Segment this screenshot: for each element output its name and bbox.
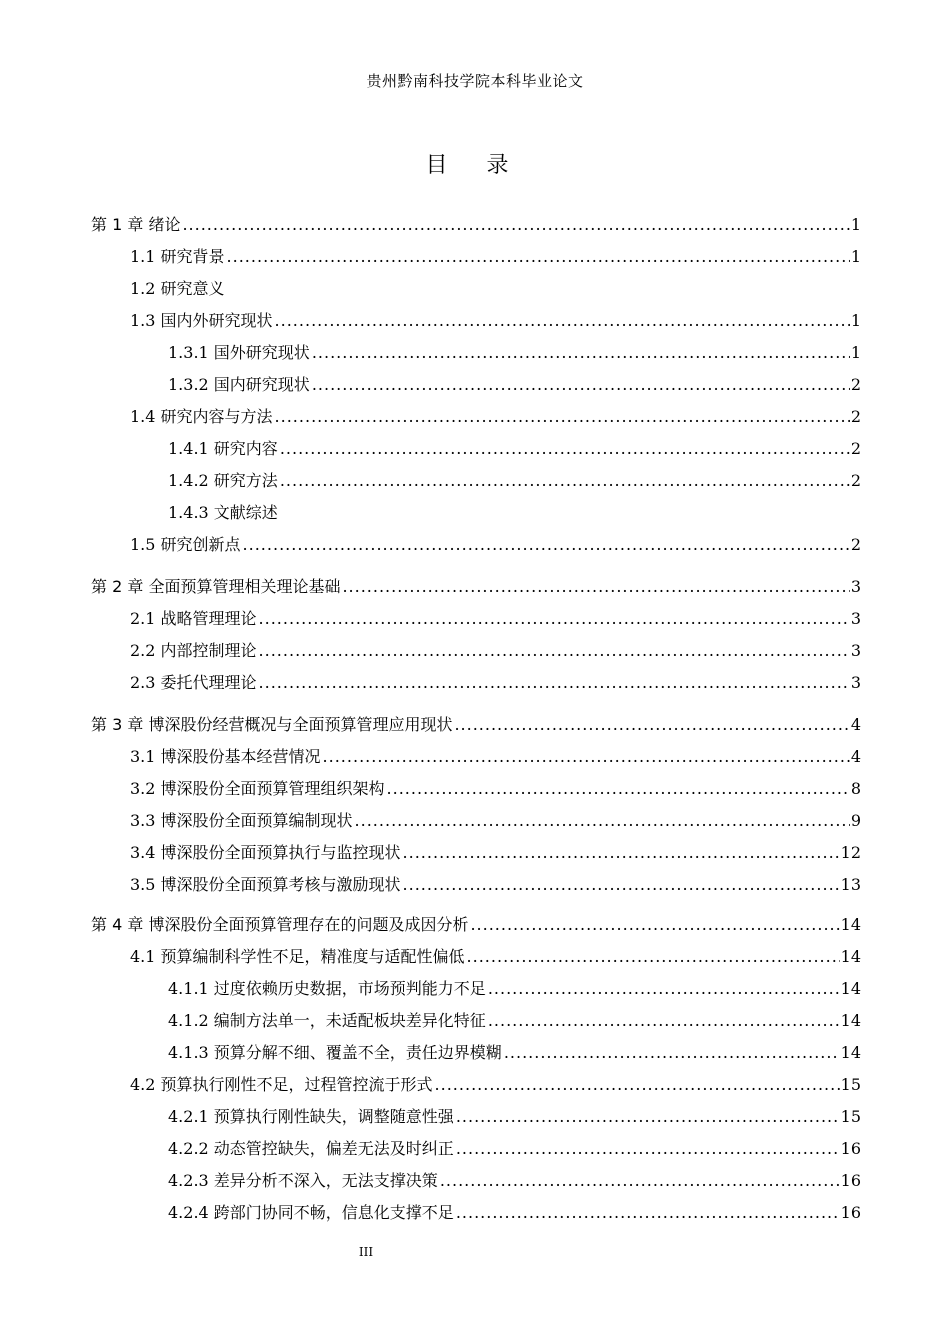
toc-entry[interactable] bbox=[130, 778, 861, 800]
toc-leader-dots bbox=[323, 746, 850, 768]
toc-page-number: 2 bbox=[850, 407, 861, 426]
toc-entry[interactable] bbox=[130, 672, 861, 694]
toc-entry[interactable] bbox=[130, 746, 861, 768]
toc-entry[interactable] bbox=[130, 278, 861, 300]
toc-entry[interactable] bbox=[168, 1170, 861, 1192]
toc-entry-title: 3.4 博深股份全面预算执行与监控现状 bbox=[130, 843, 401, 862]
toc-entry[interactable] bbox=[168, 438, 861, 460]
toc-page-number: 14 bbox=[840, 947, 861, 966]
toc-entry[interactable] bbox=[168, 502, 861, 524]
toc-entry[interactable] bbox=[130, 810, 861, 832]
toc-title: 目 录 bbox=[425, 153, 525, 178]
toc-page-number: 9 bbox=[850, 811, 861, 830]
toc-leader-dots bbox=[227, 246, 850, 268]
toc-leader-dots bbox=[454, 714, 849, 736]
toc-leader-dots bbox=[259, 608, 850, 630]
toc-entry[interactable] bbox=[168, 1202, 861, 1224]
toc-entry-title: 1.4.2 研究方法 bbox=[168, 471, 278, 490]
toc-leader-dots bbox=[488, 978, 840, 1000]
toc-leader-dots bbox=[467, 946, 840, 968]
toc-leader-dots bbox=[470, 914, 839, 936]
toc-chapter-entry[interactable] bbox=[91, 576, 861, 598]
toc-entry[interactable] bbox=[130, 1074, 861, 1096]
toc-entry[interactable] bbox=[168, 1010, 861, 1032]
toc-page-number: 13 bbox=[840, 875, 861, 894]
toc-leader-dots bbox=[182, 214, 849, 236]
toc-page-number: 15 bbox=[840, 1107, 861, 1126]
toc-page-number: 14 bbox=[840, 979, 861, 998]
toc-entry-title: 3.5 博深股份全面预算考核与激励现状 bbox=[130, 875, 401, 894]
toc-leader-dots bbox=[312, 342, 850, 364]
toc-page-number: 14 bbox=[840, 915, 861, 934]
toc-page-number: 2 bbox=[850, 439, 861, 458]
toc-leader-dots bbox=[504, 1042, 840, 1064]
toc-entry-title: 4.2.4 跨部门协同不畅，信息化支撑不足 bbox=[168, 1203, 454, 1222]
toc-page-number: 16 bbox=[840, 1171, 861, 1190]
toc-page-number: 1 bbox=[850, 247, 861, 266]
toc-leader-dots bbox=[312, 374, 850, 396]
toc-chapter-entry[interactable] bbox=[91, 214, 861, 236]
toc-leader-dots bbox=[456, 1202, 840, 1224]
toc-leader-dots bbox=[387, 778, 850, 800]
toc-page-number: 4 bbox=[850, 715, 861, 734]
toc-page-number: 16 bbox=[840, 1203, 861, 1222]
toc-entry[interactable] bbox=[130, 534, 861, 556]
toc-page-number: 3 bbox=[850, 641, 861, 660]
toc-entry-title: 2.3 委托代理理论 bbox=[130, 673, 257, 692]
toc-entry-title: 3.2 博深股份全面预算管理组织架构 bbox=[130, 779, 385, 798]
toc-entry-title: 4.2 预算执行刚性不足，过程管控流于形式 bbox=[130, 1075, 433, 1094]
toc-leader-dots bbox=[403, 842, 840, 864]
toc-leader-dots bbox=[440, 1170, 840, 1192]
toc-leader-dots bbox=[259, 672, 850, 694]
toc-entry-title: 1.3 国内外研究现状 bbox=[130, 311, 273, 330]
toc-chapter-entry[interactable] bbox=[91, 914, 861, 936]
toc-entry-title: 4.1.3 预算分解不细、覆盖不全，责任边界模糊 bbox=[168, 1043, 502, 1062]
toc-entry-title: 4.1.1 过度依赖历史数据，市场预判能力不足 bbox=[168, 979, 486, 998]
toc-entry[interactable] bbox=[168, 342, 861, 364]
toc-entry[interactable] bbox=[130, 946, 861, 968]
toc-entry[interactable] bbox=[168, 470, 861, 492]
toc-leader-dots bbox=[280, 470, 850, 492]
toc-entry[interactable] bbox=[168, 1138, 861, 1160]
toc-page-number: 1 bbox=[850, 215, 861, 234]
toc-leader-dots bbox=[456, 1106, 840, 1128]
toc-leader-dots bbox=[403, 874, 840, 896]
toc-entry-title: 1.3.2 国内研究现状 bbox=[168, 375, 310, 394]
toc-entry[interactable] bbox=[168, 1042, 861, 1064]
toc-page-number: 3 bbox=[850, 673, 861, 692]
toc-leader-dots bbox=[259, 640, 850, 662]
toc-entry-title: 1.1 研究背景 bbox=[130, 247, 225, 266]
toc-entry[interactable] bbox=[130, 406, 861, 428]
toc-entry-title: 3.3 博深股份全面预算编制现状 bbox=[130, 811, 353, 830]
toc-leader-dots bbox=[280, 438, 850, 460]
toc-entry-title: 1.4 研究内容与方法 bbox=[130, 407, 273, 426]
toc-page-number: 1 bbox=[850, 343, 861, 362]
toc-page-number: 3 bbox=[850, 577, 861, 596]
toc-entry-title: 第 3 章 博深股份经营概况与全面预算管理应用现状 bbox=[91, 715, 453, 734]
toc-page-number: 2 bbox=[850, 471, 861, 490]
toc-leader-dots bbox=[488, 1010, 840, 1032]
toc-leader-dots bbox=[355, 810, 850, 832]
toc-page-number: 14 bbox=[840, 1011, 861, 1030]
toc-entry-title: 2.1 战略管理理论 bbox=[130, 609, 257, 628]
toc-entry-title: 第 1 章 绪论 bbox=[91, 215, 181, 234]
page-header: 贵州黔南科技学院本科毕业论文 bbox=[366, 72, 584, 90]
toc-page-number: 2 bbox=[850, 375, 861, 394]
toc-leader-dots bbox=[243, 534, 850, 556]
toc-entry-title: 1.3.1 国外研究现状 bbox=[168, 343, 310, 362]
toc-chapter-entry[interactable] bbox=[91, 714, 861, 736]
toc-entry-title: 4.2.1 预算执行刚性缺失，调整随意性强 bbox=[168, 1107, 454, 1126]
toc-entry[interactable] bbox=[130, 608, 861, 630]
toc-entry-title: 3.1 博深股份基本经营情况 bbox=[130, 747, 321, 766]
toc-entry-title: 2.2 内部控制理论 bbox=[130, 641, 257, 660]
toc-entry-title: 第 2 章 全面预算管理相关理论基础 bbox=[91, 577, 341, 596]
toc-entry-title: 1.4.1 研究内容 bbox=[168, 439, 278, 458]
toc-entry[interactable] bbox=[168, 1106, 861, 1128]
toc-page-number: 2 bbox=[850, 535, 861, 554]
toc-leader-dots bbox=[342, 576, 849, 598]
toc-entry-title: 4.1 预算编制科学性不足，精准度与适配性偏低 bbox=[130, 947, 465, 966]
toc-entry[interactable] bbox=[168, 374, 861, 396]
toc-entry-title: 4.2.3 差异分析不深入，无法支撑决策 bbox=[168, 1171, 438, 1190]
toc-leader-dots bbox=[435, 1074, 840, 1096]
toc-leader-dots bbox=[275, 310, 850, 332]
toc-entry[interactable] bbox=[130, 874, 861, 896]
toc-page-number: 4 bbox=[850, 747, 861, 766]
toc-entry-title: 1.2 研究意义 bbox=[130, 279, 225, 298]
toc-entry-title: 1.5 研究创新点 bbox=[130, 535, 241, 554]
toc-page-number: 16 bbox=[840, 1139, 861, 1158]
toc-entry-title: 第 4 章 博深股份全面预算管理存在的问题及成因分析 bbox=[91, 915, 469, 934]
toc-page-number: 8 bbox=[850, 779, 861, 798]
toc-entry[interactable] bbox=[130, 842, 861, 864]
toc-entry[interactable] bbox=[130, 246, 861, 268]
toc-page-number: 15 bbox=[840, 1075, 861, 1094]
page-number: III bbox=[358, 1245, 374, 1259]
toc-leader-dots bbox=[456, 1138, 840, 1160]
toc-page-number: 14 bbox=[840, 1043, 861, 1062]
toc-leader-dots bbox=[275, 406, 850, 428]
toc-entry-title: 4.2.2 动态管控缺失，偏差无法及时纠正 bbox=[168, 1139, 454, 1158]
toc-entry[interactable] bbox=[130, 310, 861, 332]
toc-page-number: 12 bbox=[840, 843, 861, 862]
toc-page-number: 3 bbox=[850, 609, 861, 628]
toc-entry-title: 4.1.2 编制方法单一，未适配板块差异化特征 bbox=[168, 1011, 486, 1030]
toc-page-number: 1 bbox=[850, 311, 861, 330]
toc-entry[interactable] bbox=[168, 978, 861, 1000]
toc-entry-title: 1.4.3 文献综述 bbox=[168, 503, 278, 522]
toc-entry[interactable] bbox=[130, 640, 861, 662]
